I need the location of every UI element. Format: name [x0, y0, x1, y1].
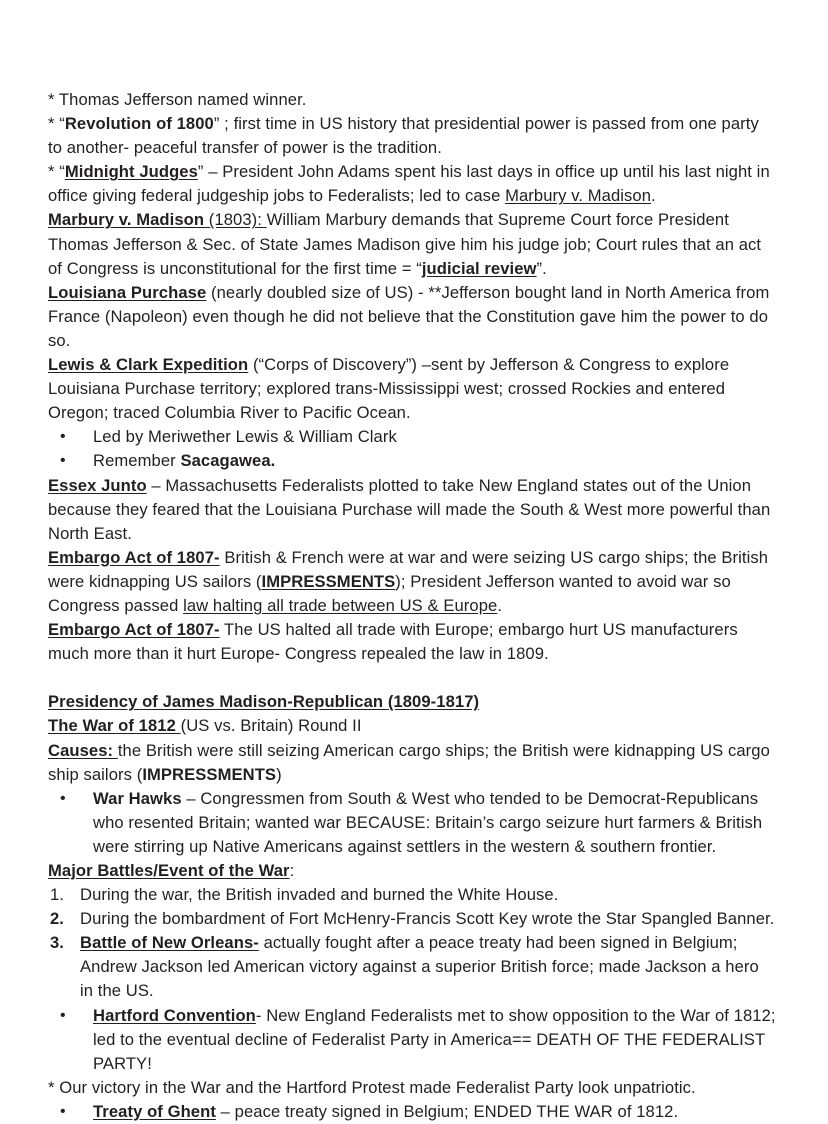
paragraph-revolution-of-1800	[48, 112, 776, 160]
list-number: 3.	[50, 933, 65, 953]
term-battle-of-new-orleans: Battle of New Orleans-	[80, 933, 259, 953]
text-embargo-act-a: British & French were at war and were seizing US cargo ships; the British were kidnapping US sailors (	[48, 547, 769, 591]
paragraph-embargo-act-1807-b	[48, 618, 776, 666]
term-louisiana-purchase: Louisiana Purchase	[48, 282, 207, 302]
text-bullet-meriwether-lewis: Led by Meriwether Lewis & William Clark	[93, 427, 397, 447]
year-marbury-v-madison: (1803):	[204, 210, 267, 230]
paragraph-causes	[48, 739, 776, 787]
heading-presidency-of-james-madison	[48, 690, 776, 714]
case-marbury-v-madison-reference: Marbury v. Madison	[505, 186, 652, 206]
list-item	[48, 883, 776, 907]
text-revolution-of-1800: ” ; first time in US history that presidential power is passed from one party to another- peaceful transfer of power is the tradition.	[48, 114, 759, 158]
treaty-of-ghent-bullet-list	[48, 1100, 776, 1124]
term-judicial-review: judicial review	[421, 258, 537, 278]
paragraph-lewis-clark-expedition	[48, 353, 776, 425]
text-embargo-act-a2: ); President Jefferson wanted to avoid war so Congress passed	[48, 571, 731, 615]
text-marbury-tail: ”.	[536, 258, 547, 278]
list-item	[48, 907, 776, 931]
quote-open: * “	[48, 162, 65, 182]
term-impressments-causes: IMPRESSMENTS	[142, 764, 277, 784]
war-hawks-bullet-list	[48, 787, 776, 859]
text-midnight-judges-tail: .	[651, 186, 656, 206]
text-war-of-1812: (US vs. Britain) Round II	[180, 716, 362, 736]
list-item	[48, 1004, 776, 1076]
paragraph-midnight-judges	[48, 160, 776, 208]
term-embargo-act-of-1807: Embargo Act of 1807-	[48, 547, 220, 567]
text-marbury-v-madison: William Marbury demands that Supreme Court force President Thomas Jefferson & Sec. of State James Madison give him his judge job; Court rules that an act of Congress is unconstitutional for the first time = “	[48, 210, 762, 278]
text-hartford-convention: - New England Federalists met to show opposition to the War of 1812; led to the eventual decline of Federalist Party in America== DEATH OF THE FEDERALIST PARTY!	[93, 1005, 776, 1073]
text-presidency-heading: Presidency of James Madison-Republican (1809-1817)	[48, 692, 480, 712]
term-hartford-convention: Hartford Convention	[93, 1005, 256, 1025]
text-battle-item-2: During the bombardment of Fort McHenry-Francis Scott Key wrote the Star Spangled Banner.	[80, 909, 775, 929]
text-midnight-judges: ” – President John Adams spent his last days in office up until his last night in office giving federal judgeship jobs to Federalists; led to case	[48, 162, 770, 206]
term-causes: Causes:	[48, 740, 118, 760]
text-essex-junto: – Massachusetts Federalists plotted to take New England states out of the Union because they feared that the Louisiana Purchase will made the South & West more powerful than North East.	[48, 475, 771, 543]
major-battles-numbered-list	[48, 883, 776, 1003]
term-lewis-clark-expedition: Lewis & Clark Expedition	[48, 355, 249, 375]
heading-major-battles	[48, 859, 776, 883]
term-marbury-v-madison: Marbury v. Madison	[48, 210, 205, 230]
text-treaty-of-ghent: – peace treaty signed in Belgium; ENDED THE WAR of 1812.	[215, 1101, 679, 1121]
text-war-hawks: – Congressmen from South & West who tended to be Democrat-Republicans who resented Britain; wanted war BECAUSE: Britain’s cargo seizure hurt farmers & British were stirring up Native Americans against settlers in the western & southern frontier.	[93, 788, 763, 856]
list-number: 1.	[50, 885, 65, 905]
paragraph-jefferson-winner	[48, 88, 776, 112]
term-major-battles: Major Battles/Event of the War	[48, 861, 290, 880]
text-battle-item-3: actually fought after a peace treaty had been signed in Belgium; Andrew Jackson led American victory against a superior British force; made Jackson a hero in the US.	[80, 933, 759, 1001]
list-item	[48, 425, 776, 449]
text-causes-tail: )	[276, 764, 282, 784]
term-impressments: IMPRESSMENTS	[261, 571, 396, 591]
text-battle-item-1: During the war, the British invaded and burned the White House.	[80, 885, 559, 905]
list-number: 2.	[50, 909, 65, 929]
term-embargo-act-of-1807-repeat: Embargo Act of 1807-	[48, 620, 220, 640]
text-embargo-act-a-tail: .	[497, 595, 503, 615]
text-jefferson-winner: * Thomas Jefferson named winner.	[48, 90, 307, 109]
term-war-hawks: War Hawks	[93, 788, 182, 808]
term-midnight-judges: Midnight Judges	[64, 162, 198, 182]
term-sacagawea: Sacagawea.	[180, 451, 276, 471]
text-lewis-clark-expedition: (“Corps of Discovery”) –sent by Jefferson & Congress to explore Louisiana Purchase territory; explored trans-Mississippi west; crossed Rockies and entered Oregon; traced Columbia River to Pacific Ocean.	[48, 355, 730, 423]
paragraph-louisiana-purchase	[48, 281, 776, 353]
term-the-war-of-1812: The War of 1812	[48, 716, 181, 736]
paragraph-embargo-act-1807-a	[48, 546, 776, 618]
phrase-law-halting-trade: law halting all trade between US & Europe	[183, 595, 498, 615]
term-revolution-of-1800: Revolution of 1800	[64, 114, 214, 134]
text-major-battles-colon: :	[289, 861, 295, 880]
list-item	[48, 449, 776, 473]
text-embargo-act-b: The US halted all trade with Europe; embargo hurt US manufacturers much more than it hurt Europe- Congress repealed the law in 1809.	[48, 620, 738, 664]
hartford-convention-bullet-list	[48, 1004, 776, 1076]
text-causes: the British were still seizing American cargo ships; the British were kidnapping US cargo ship sailors (	[48, 740, 770, 784]
text-bullet-remember: Remember	[93, 451, 181, 471]
paragraph-essex-junto	[48, 474, 776, 546]
section-spacer	[48, 666, 776, 690]
paragraph-victory-note	[48, 1076, 776, 1100]
list-item	[48, 931, 776, 1003]
term-treaty-of-ghent: Treaty of Ghent	[93, 1101, 216, 1121]
text-louisiana-purchase: (nearly doubled size of US) - **Jefferson bought land in North America from France (Napoleon) even though he did not believe that the Constitution gave him the power to do so.	[48, 282, 770, 350]
lewis-clark-bullet-list	[48, 425, 776, 473]
paragraph-marbury-v-madison	[48, 208, 776, 280]
list-item	[48, 1100, 776, 1124]
document-body	[48, 88, 776, 1124]
term-essex-junto: Essex Junto	[48, 475, 147, 495]
quote-open: * “	[48, 114, 65, 134]
text-victory-note: * Our victory in the War and the Hartford Protest made Federalist Party look unpatriotic.	[48, 1077, 696, 1097]
list-item	[48, 787, 776, 859]
paragraph-war-of-1812	[48, 714, 776, 738]
